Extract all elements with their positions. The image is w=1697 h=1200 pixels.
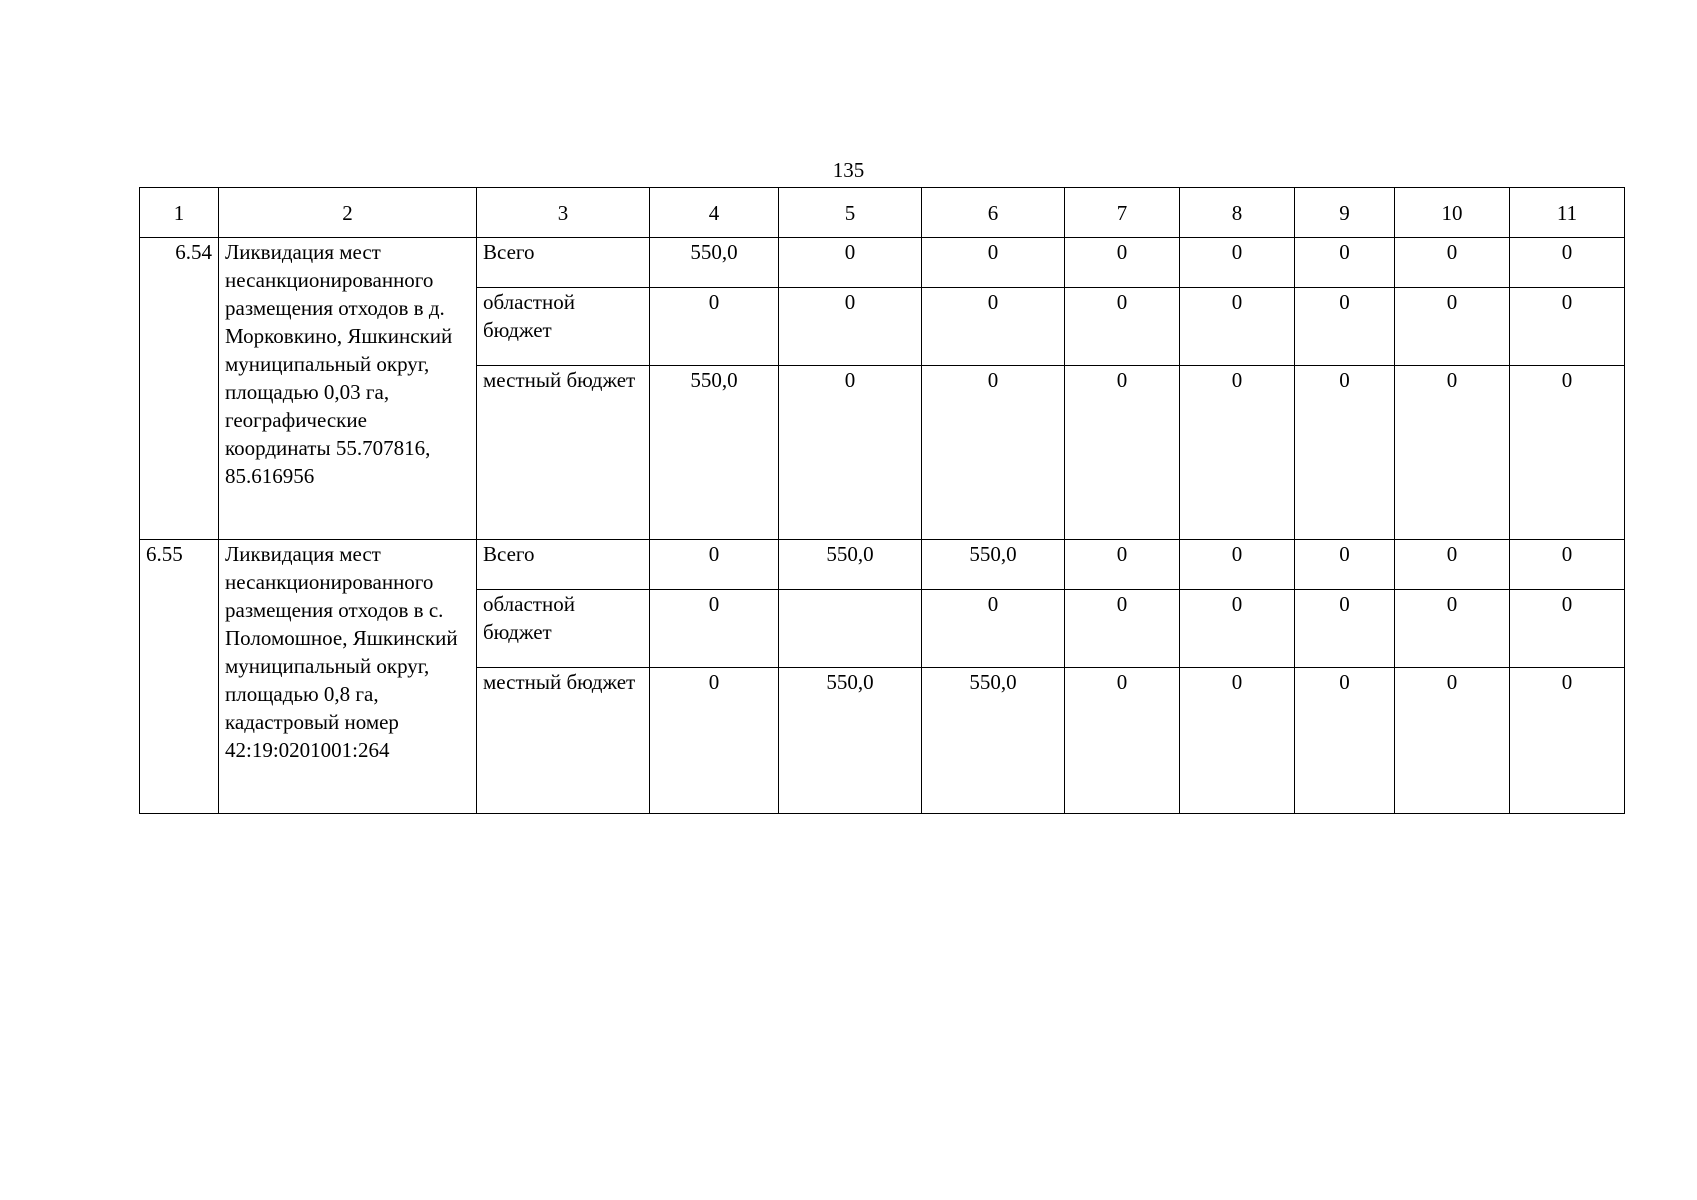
value-cell: 0 — [1180, 668, 1295, 814]
column-header: 2 — [219, 188, 477, 238]
value-cell: 0 — [1395, 366, 1510, 540]
column-header: 5 — [779, 188, 922, 238]
funding-source: местный бюджет — [477, 366, 650, 540]
entry-index: 6.54 — [140, 238, 219, 540]
value-cell: 0 — [1395, 668, 1510, 814]
column-header: 7 — [1065, 188, 1180, 238]
value-cell: 550,0 — [922, 540, 1065, 590]
table-row — [140, 540, 1625, 590]
value-cell: 0 — [1295, 540, 1395, 590]
value-cell: 550,0 — [650, 238, 779, 288]
value-cell: 0 — [922, 288, 1065, 366]
value-cell: 0 — [1295, 366, 1395, 540]
value-cell — [779, 590, 922, 668]
value-cell: 0 — [922, 238, 1065, 288]
value-cell: 550,0 — [650, 366, 779, 540]
funding-source: областной бюджет — [477, 288, 650, 366]
funding-source: областной бюджет — [477, 590, 650, 668]
funding-source: Всего — [477, 540, 650, 590]
value-cell: 0 — [1510, 540, 1625, 590]
column-header: 4 — [650, 188, 779, 238]
value-cell: 0 — [1295, 668, 1395, 814]
value-cell: 0 — [1510, 590, 1625, 668]
value-cell: 0 — [779, 238, 922, 288]
column-header: 10 — [1395, 188, 1510, 238]
value-cell: 550,0 — [779, 540, 922, 590]
entry-index: 6.55 — [140, 540, 219, 814]
value-cell: 0 — [1065, 668, 1180, 814]
value-cell: 0 — [1065, 540, 1180, 590]
column-header-row — [140, 188, 1625, 238]
value-cell: 0 — [1180, 288, 1295, 366]
value-cell: 0 — [1180, 238, 1295, 288]
value-cell: 0 — [779, 288, 922, 366]
funding-source: Всего — [477, 238, 650, 288]
column-header: 9 — [1295, 188, 1395, 238]
page-number: 135 — [832, 158, 865, 182]
value-cell: 0 — [1065, 590, 1180, 668]
value-cell: 0 — [1510, 366, 1625, 540]
value-cell: 0 — [1510, 668, 1625, 814]
value-cell: 0 — [1395, 288, 1510, 366]
value-cell: 0 — [922, 590, 1065, 668]
value-cell: 0 — [1395, 238, 1510, 288]
value-cell: 0 — [779, 366, 922, 540]
table-row — [140, 238, 1625, 288]
value-cell: 0 — [1395, 540, 1510, 590]
value-cell: 550,0 — [922, 668, 1065, 814]
value-cell: 0 — [1295, 238, 1395, 288]
value-cell: 550,0 — [779, 668, 922, 814]
value-cell: 0 — [1295, 590, 1395, 668]
column-header: 8 — [1180, 188, 1295, 238]
value-cell: 0 — [650, 288, 779, 366]
column-header: 1 — [140, 188, 219, 238]
value-cell: 0 — [1295, 288, 1395, 366]
entry-description: Ликвидация мест несанкционированного размещения отходов в с. Поломошное, Яшкинский муниципальный округ, площадью 0,8 га, кадастровый номер 42:19:0201001:264 — [219, 540, 477, 814]
value-cell: 0 — [1065, 238, 1180, 288]
value-cell: 0 — [650, 590, 779, 668]
column-header: 3 — [477, 188, 650, 238]
value-cell: 0 — [1180, 366, 1295, 540]
value-cell: 0 — [1065, 288, 1180, 366]
value-cell: 0 — [1065, 366, 1180, 540]
value-cell: 0 — [1395, 590, 1510, 668]
value-cell: 0 — [1510, 288, 1625, 366]
value-cell: 0 — [922, 366, 1065, 540]
entry-description: Ликвидация мест несанкционированного размещения отходов в д. Морковкино, Яшкинский муниципальный округ, площадью 0,03 га, географические координаты 55.707816, 85.616956 — [219, 238, 477, 540]
value-cell: 0 — [650, 668, 779, 814]
value-cell: 0 — [1510, 238, 1625, 288]
value-cell: 0 — [650, 540, 779, 590]
column-header: 6 — [922, 188, 1065, 238]
column-header: 11 — [1510, 188, 1625, 238]
value-cell: 0 — [1180, 590, 1295, 668]
funding-source: местный бюджет — [477, 668, 650, 814]
value-cell: 0 — [1180, 540, 1295, 590]
budget-table — [139, 187, 1625, 814]
